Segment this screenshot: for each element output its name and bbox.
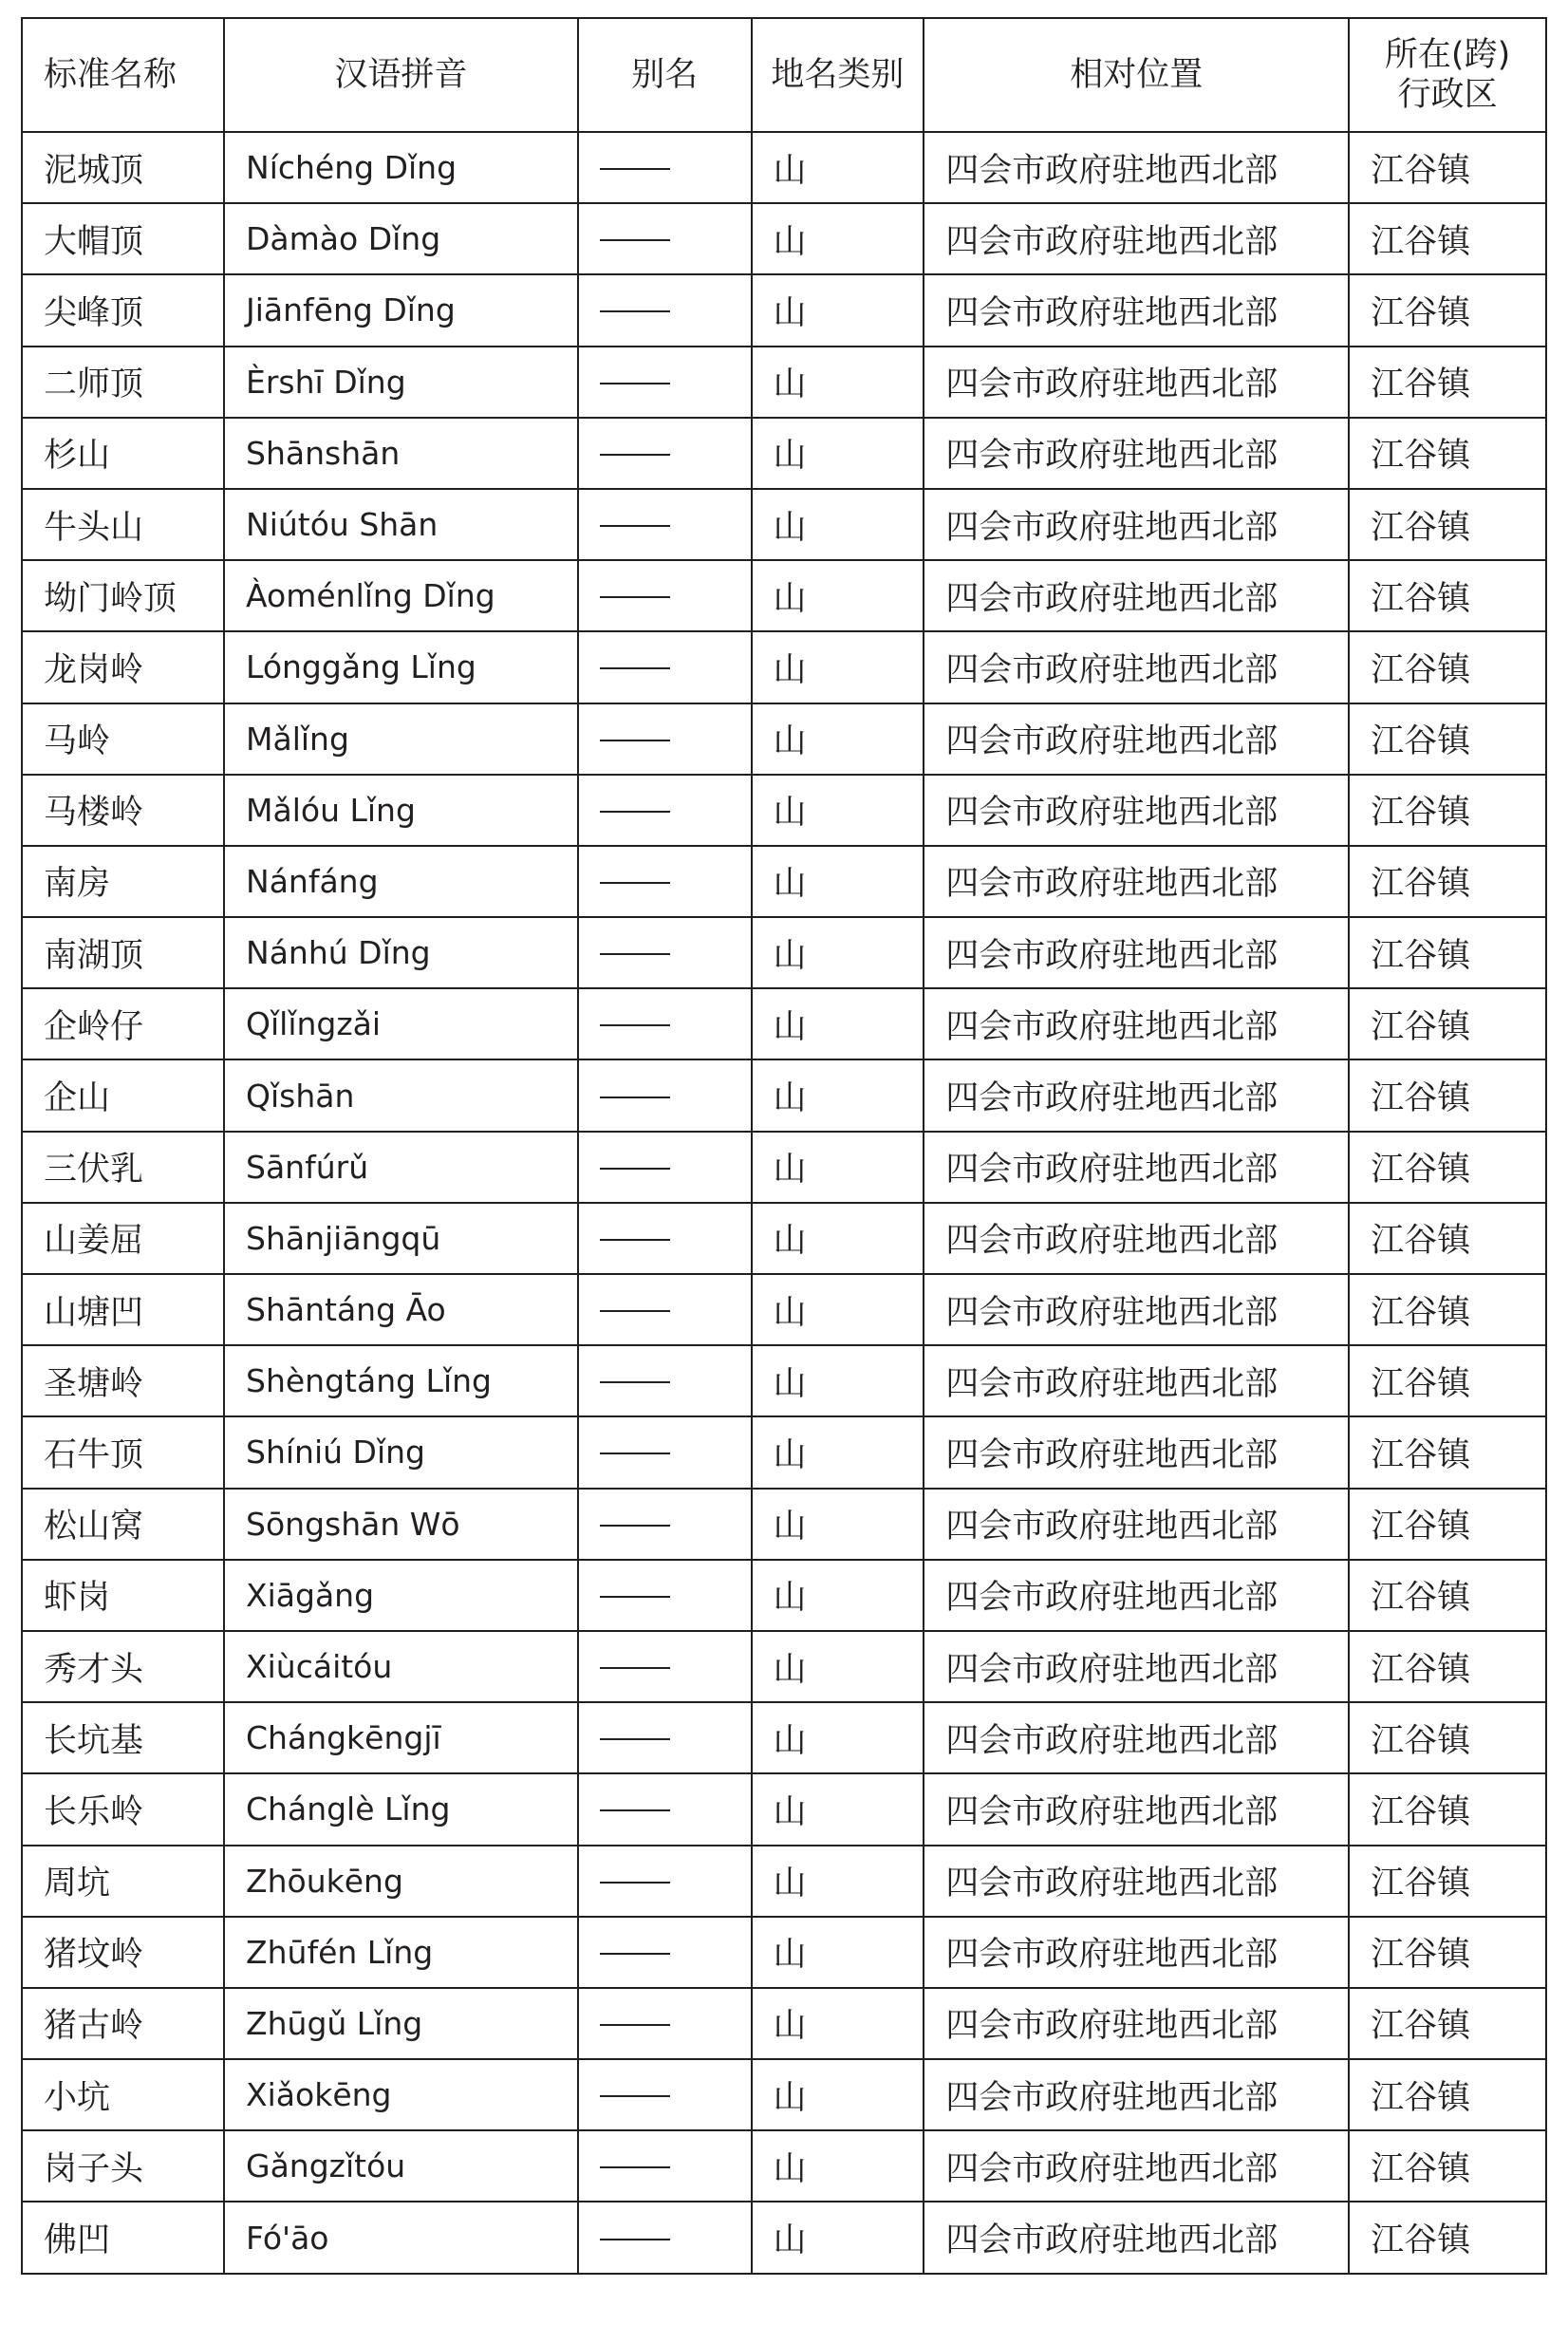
cell-standard-name: 尖峰顶	[22, 274, 224, 346]
cell-relative-position: 四会市政府驻地西北部	[924, 631, 1349, 703]
cell-category: 山	[752, 1773, 924, 1845]
em-dash-placeholder	[600, 525, 670, 527]
cell-standard-name: 南湖顶	[22, 917, 224, 988]
cell-pinyin: Nánfáng	[224, 846, 578, 917]
cell-administrative-region: 江谷镇	[1349, 846, 1546, 917]
em-dash-placeholder	[600, 1809, 670, 1811]
cell-alias	[578, 1560, 752, 1631]
cell-category: 山	[752, 132, 924, 203]
cell-standard-name: 龙岗岭	[22, 631, 224, 703]
table-row	[22, 703, 1546, 775]
cell-category: 山	[752, 1846, 924, 1917]
cell-pinyin: Shíniú Dǐng	[224, 1416, 578, 1488]
table-row	[22, 1059, 1546, 1131]
em-dash-placeholder	[600, 1953, 670, 1955]
cell-pinyin: Dàmào Dǐng	[224, 203, 578, 274]
cell-administrative-region: 江谷镇	[1349, 1988, 1546, 2059]
cell-alias	[578, 347, 752, 418]
cell-administrative-region: 江谷镇	[1349, 703, 1546, 775]
table-row	[22, 274, 1546, 346]
cell-relative-position: 四会市政府驻地西北部	[924, 1773, 1349, 1845]
cell-alias	[578, 703, 752, 775]
cell-alias	[578, 203, 752, 274]
cell-standard-name: 大帽顶	[22, 203, 224, 274]
cell-administrative-region: 江谷镇	[1349, 1059, 1546, 1131]
table-row	[22, 2130, 1546, 2202]
cell-pinyin: Zhūfén Lǐng	[224, 1917, 578, 1988]
cell-category: 山	[752, 703, 924, 775]
cell-category: 山	[752, 1631, 924, 1702]
cell-relative-position: 四会市政府驻地西北部	[924, 1846, 1349, 1917]
table-row	[22, 1132, 1546, 1203]
em-dash-placeholder	[600, 2239, 670, 2240]
em-dash-placeholder	[600, 454, 670, 456]
cell-relative-position: 四会市政府驻地西北部	[924, 1132, 1349, 1203]
header-pinyin: 汉语拼音	[224, 18, 578, 132]
cell-administrative-region: 江谷镇	[1349, 132, 1546, 203]
em-dash-placeholder	[600, 1381, 670, 1383]
table-row	[22, 560, 1546, 631]
cell-alias	[578, 2059, 752, 2130]
cell-administrative-region: 江谷镇	[1349, 1345, 1546, 1416]
table-row	[22, 775, 1546, 846]
cell-administrative-region: 江谷镇	[1349, 631, 1546, 703]
cell-administrative-region: 江谷镇	[1349, 2130, 1546, 2202]
place-name-table	[21, 17, 1547, 2275]
table-row	[22, 418, 1546, 489]
table-row	[22, 132, 1546, 203]
cell-standard-name: 秀才头	[22, 1631, 224, 1702]
cell-pinyin: Chánglè Lǐng	[224, 1773, 578, 1845]
cell-category: 山	[752, 2059, 924, 2130]
cell-administrative-region: 江谷镇	[1349, 347, 1546, 418]
cell-category: 山	[752, 1702, 924, 1773]
table-row	[22, 1274, 1546, 1345]
header-region-line2: 行政区	[1397, 76, 1498, 114]
cell-alias	[578, 1274, 752, 1345]
cell-category: 山	[752, 2130, 924, 2202]
cell-pinyin: Shāntáng Āo	[224, 1274, 578, 1345]
cell-standard-name: 牛头山	[22, 489, 224, 560]
cell-administrative-region: 江谷镇	[1349, 274, 1546, 346]
cell-relative-position: 四会市政府驻地西北部	[924, 846, 1349, 917]
cell-relative-position: 四会市政府驻地西北部	[924, 988, 1349, 1059]
cell-relative-position: 四会市政府驻地西北部	[924, 2202, 1349, 2273]
cell-category: 山	[752, 1132, 924, 1203]
cell-relative-position: 四会市政府驻地西北部	[924, 489, 1349, 560]
cell-relative-position: 四会市政府驻地西北部	[924, 1988, 1349, 2059]
cell-category: 山	[752, 1489, 924, 1560]
cell-standard-name: 长坑基	[22, 1702, 224, 1773]
cell-alias	[578, 274, 752, 346]
cell-category: 山	[752, 775, 924, 846]
cell-administrative-region: 江谷镇	[1349, 988, 1546, 1059]
cell-category: 山	[752, 1274, 924, 1345]
cell-alias	[578, 1917, 752, 1988]
cell-standard-name: 猪坟岭	[22, 1917, 224, 1988]
header-relative-position: 相对位置	[924, 18, 1349, 132]
cell-administrative-region: 江谷镇	[1349, 1489, 1546, 1560]
cell-pinyin: Niútóu Shān	[224, 489, 578, 560]
cell-administrative-region: 江谷镇	[1349, 1702, 1546, 1773]
cell-alias	[578, 560, 752, 631]
cell-relative-position: 四会市政府驻地西北部	[924, 347, 1349, 418]
cell-standard-name: 坳门岭顶	[22, 560, 224, 631]
cell-administrative-region: 江谷镇	[1349, 203, 1546, 274]
cell-standard-name: 企山	[22, 1059, 224, 1131]
cell-relative-position: 四会市政府驻地西北部	[924, 703, 1349, 775]
cell-category: 山	[752, 560, 924, 631]
cell-standard-name: 马岭	[22, 703, 224, 775]
cell-standard-name: 石牛顶	[22, 1416, 224, 1488]
cell-standard-name: 佛凹	[22, 2202, 224, 2273]
table-header	[22, 18, 1546, 132]
em-dash-placeholder	[600, 1024, 670, 1026]
cell-administrative-region: 江谷镇	[1349, 1203, 1546, 1274]
cell-standard-name: 马楼岭	[22, 775, 224, 846]
cell-standard-name: 杉山	[22, 418, 224, 489]
cell-administrative-region: 江谷镇	[1349, 1917, 1546, 1988]
cell-administrative-region: 江谷镇	[1349, 418, 1546, 489]
cell-alias	[578, 2130, 752, 2202]
cell-pinyin: Zhūgǔ Lǐng	[224, 1988, 578, 2059]
cell-relative-position: 四会市政府驻地西北部	[924, 203, 1349, 274]
cell-administrative-region: 江谷镇	[1349, 1560, 1546, 1631]
cell-alias	[578, 631, 752, 703]
cell-standard-name: 泥城顶	[22, 132, 224, 203]
cell-pinyin: Sōngshān Wō	[224, 1489, 578, 1560]
cell-standard-name: 小坑	[22, 2059, 224, 2130]
em-dash-placeholder	[600, 953, 670, 955]
cell-pinyin: Fó'āo	[224, 2202, 578, 2273]
cell-category: 山	[752, 418, 924, 489]
cell-alias	[578, 846, 752, 917]
cell-standard-name: 山姜屈	[22, 1203, 224, 1274]
table-row	[22, 1560, 1546, 1631]
cell-pinyin: Xiǎokēng	[224, 2059, 578, 2130]
em-dash-placeholder	[600, 168, 670, 170]
cell-relative-position: 四会市政府驻地西北部	[924, 1560, 1349, 1631]
cell-alias	[578, 917, 752, 988]
table-row	[22, 1917, 1546, 1988]
cell-alias	[578, 775, 752, 846]
cell-standard-name: 周坑	[22, 1846, 224, 1917]
cell-category: 山	[752, 1345, 924, 1416]
cell-relative-position: 四会市政府驻地西北部	[924, 1917, 1349, 1988]
em-dash-placeholder	[600, 1310, 670, 1312]
cell-relative-position: 四会市政府驻地西北部	[924, 132, 1349, 203]
cell-category: 山	[752, 917, 924, 988]
cell-category: 山	[752, 631, 924, 703]
table-row	[22, 1631, 1546, 1702]
cell-alias	[578, 1702, 752, 1773]
cell-category: 山	[752, 846, 924, 917]
table-row	[22, 2059, 1546, 2130]
cell-alias	[578, 1631, 752, 1702]
cell-category: 山	[752, 1917, 924, 1988]
cell-administrative-region: 江谷镇	[1349, 1631, 1546, 1702]
cell-relative-position: 四会市政府驻地西北部	[924, 274, 1349, 346]
cell-category: 山	[752, 203, 924, 274]
cell-pinyin: Níchéng Dǐng	[224, 132, 578, 203]
em-dash-placeholder	[600, 1239, 670, 1241]
cell-relative-position: 四会市政府驻地西北部	[924, 418, 1349, 489]
cell-pinyin: Shèngtáng Lǐng	[224, 1345, 578, 1416]
cell-category: 山	[752, 347, 924, 418]
cell-pinyin: Chángkēngjī	[224, 1702, 578, 1773]
table-row	[22, 489, 1546, 560]
cell-pinyin: Mǎlǐng	[224, 703, 578, 775]
cell-relative-position: 四会市政府驻地西北部	[924, 917, 1349, 988]
cell-pinyin: Shānshān	[224, 418, 578, 489]
cell-alias	[578, 2202, 752, 2273]
cell-administrative-region: 江谷镇	[1349, 1132, 1546, 1203]
table-row	[22, 1203, 1546, 1274]
em-dash-placeholder	[600, 1667, 670, 1669]
cell-administrative-region: 江谷镇	[1349, 1773, 1546, 1845]
header-category: 地名类别	[752, 18, 924, 132]
table-row	[22, 1702, 1546, 1773]
cell-standard-name: 山塘凹	[22, 1274, 224, 1345]
header-row	[22, 18, 1546, 132]
cell-standard-name: 猪古岭	[22, 1988, 224, 2059]
cell-pinyin: Lónggǎng Lǐng	[224, 631, 578, 703]
cell-pinyin: Sānfúrǔ	[224, 1132, 578, 1203]
table-row	[22, 2202, 1546, 2273]
header-alias: 别名	[578, 18, 752, 132]
cell-relative-position: 四会市政府驻地西北部	[924, 2130, 1349, 2202]
cell-administrative-region: 江谷镇	[1349, 1274, 1546, 1345]
em-dash-placeholder	[600, 1453, 670, 1454]
cell-category: 山	[752, 1416, 924, 1488]
cell-category: 山	[752, 1059, 924, 1131]
cell-pinyin: Àoménlǐng Dǐng	[224, 560, 578, 631]
cell-standard-name: 企岭仔	[22, 988, 224, 1059]
cell-alias	[578, 1059, 752, 1131]
cell-pinyin: Nánhú Dǐng	[224, 917, 578, 988]
table-row	[22, 917, 1546, 988]
cell-relative-position: 四会市政府驻地西北部	[924, 560, 1349, 631]
cell-alias	[578, 132, 752, 203]
em-dash-placeholder	[600, 667, 670, 669]
em-dash-placeholder	[600, 811, 670, 813]
table-row	[22, 631, 1546, 703]
cell-relative-position: 四会市政府驻地西北部	[924, 1059, 1349, 1131]
header-region-line1: 所在(跨)	[1384, 36, 1511, 74]
cell-category: 山	[752, 1560, 924, 1631]
cell-standard-name: 二师顶	[22, 347, 224, 418]
cell-pinyin: Qǐshān	[224, 1059, 578, 1131]
em-dash-placeholder	[600, 383, 670, 384]
em-dash-placeholder	[600, 1097, 670, 1098]
cell-pinyin: Jiānfēng Dǐng	[224, 274, 578, 346]
cell-relative-position: 四会市政府驻地西北部	[924, 1631, 1349, 1702]
cell-alias	[578, 418, 752, 489]
cell-alias	[578, 1345, 752, 1416]
table-row	[22, 1489, 1546, 1560]
cell-pinyin: Gǎngzǐtóu	[224, 2130, 578, 2202]
em-dash-placeholder	[600, 2024, 670, 2026]
cell-standard-name: 圣塘岭	[22, 1345, 224, 1416]
cell-alias	[578, 1489, 752, 1560]
cell-relative-position: 四会市政府驻地西北部	[924, 1702, 1349, 1773]
cell-relative-position: 四会市政府驻地西北部	[924, 1416, 1349, 1488]
cell-category: 山	[752, 1203, 924, 1274]
table-row	[22, 1345, 1546, 1416]
cell-standard-name: 虾岗	[22, 1560, 224, 1631]
cell-pinyin: Èrshī Dǐng	[224, 347, 578, 418]
cell-administrative-region: 江谷镇	[1349, 489, 1546, 560]
cell-standard-name: 长乐岭	[22, 1773, 224, 1845]
cell-relative-position: 四会市政府驻地西北部	[924, 1203, 1349, 1274]
em-dash-placeholder	[600, 740, 670, 741]
table-row	[22, 1773, 1546, 1845]
cell-alias	[578, 988, 752, 1059]
cell-alias	[578, 1416, 752, 1488]
em-dash-placeholder	[600, 1168, 670, 1170]
cell-category: 山	[752, 274, 924, 346]
cell-standard-name: 南房	[22, 846, 224, 917]
cell-alias	[578, 1203, 752, 1274]
table-row	[22, 1846, 1546, 1917]
cell-alias	[578, 1846, 752, 1917]
cell-standard-name: 三伏乳	[22, 1132, 224, 1203]
table-row	[22, 347, 1546, 418]
cell-administrative-region: 江谷镇	[1349, 2202, 1546, 2273]
em-dash-placeholder	[600, 1525, 670, 1527]
table-body	[22, 132, 1546, 2274]
cell-administrative-region: 江谷镇	[1349, 2059, 1546, 2130]
cell-pinyin: Xiùcáitóu	[224, 1631, 578, 1702]
header-administrative-region	[1349, 18, 1546, 132]
table-row	[22, 203, 1546, 274]
em-dash-placeholder	[600, 239, 670, 241]
cell-administrative-region: 江谷镇	[1349, 775, 1546, 846]
cell-relative-position: 四会市政府驻地西北部	[924, 1274, 1349, 1345]
cell-pinyin: Shānjiāngqū	[224, 1203, 578, 1274]
em-dash-placeholder	[600, 882, 670, 884]
cell-alias	[578, 1988, 752, 2059]
em-dash-placeholder	[600, 1596, 670, 1598]
em-dash-placeholder	[600, 310, 670, 312]
cell-standard-name: 松山窝	[22, 1489, 224, 1560]
cell-relative-position: 四会市政府驻地西北部	[924, 1345, 1349, 1416]
em-dash-placeholder	[600, 596, 670, 598]
table-row	[22, 846, 1546, 917]
cell-relative-position: 四会市政府驻地西北部	[924, 775, 1349, 846]
cell-pinyin: Xiāgǎng	[224, 1560, 578, 1631]
cell-administrative-region: 江谷镇	[1349, 560, 1546, 631]
cell-alias	[578, 489, 752, 560]
cell-pinyin: Zhōukēng	[224, 1846, 578, 1917]
cell-category: 山	[752, 2202, 924, 2273]
table-row	[22, 1416, 1546, 1488]
em-dash-placeholder	[600, 1738, 670, 1740]
cell-relative-position: 四会市政府驻地西北部	[924, 1489, 1349, 1560]
cell-standard-name: 岗子头	[22, 2130, 224, 2202]
cell-category: 山	[752, 988, 924, 1059]
cell-administrative-region: 江谷镇	[1349, 917, 1546, 988]
cell-pinyin: Qǐlǐngzǎi	[224, 988, 578, 1059]
cell-alias	[578, 1132, 752, 1203]
cell-relative-position: 四会市政府驻地西北部	[924, 2059, 1349, 2130]
em-dash-placeholder	[600, 1882, 670, 1884]
cell-administrative-region: 江谷镇	[1349, 1416, 1546, 1488]
cell-pinyin: Mǎlóu Lǐng	[224, 775, 578, 846]
table-row	[22, 988, 1546, 1059]
em-dash-placeholder	[600, 2095, 670, 2097]
cell-alias	[578, 1773, 752, 1845]
header-standard-name: 标准名称	[22, 18, 224, 132]
cell-category: 山	[752, 489, 924, 560]
table-row	[22, 1988, 1546, 2059]
cell-category: 山	[752, 1988, 924, 2059]
em-dash-placeholder	[600, 2166, 670, 2168]
cell-administrative-region: 江谷镇	[1349, 1846, 1546, 1917]
